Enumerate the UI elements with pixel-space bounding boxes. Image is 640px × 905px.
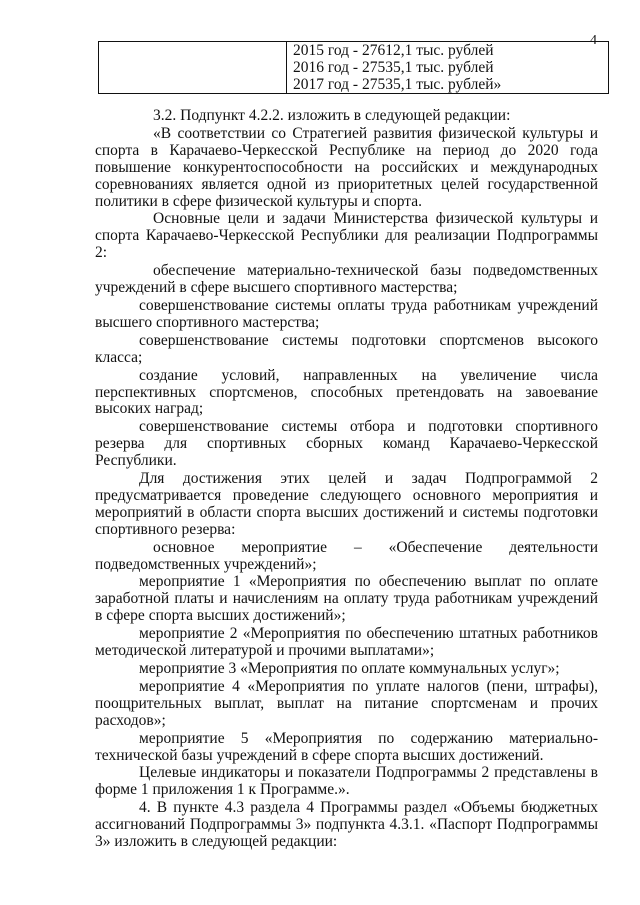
amounts-cell (287, 42, 609, 94)
paragraph-section-3-2: 3.2. Подпункт 4.2.2. изложить в следующей редакции: (153, 107, 511, 124)
document-body (95, 108, 598, 852)
table-row (99, 42, 609, 94)
amount-2017: 2017 год - 27535,1 тыс. рублей» (293, 76, 502, 93)
paragraph-section-4: 4. В пункте 4.3 раздела 4 Программы раздел «Объемы бюджетных ассигнований Подпрограммы 3» подпункта 4.3.1. «Паспорт Подпрограммы 3» изложить в следующей редакции: (95, 799, 598, 851)
budget-table (98, 41, 609, 94)
paragraph-strategy: «В соответствии со Стратегией развития физической культуры и спорта в Карачаево-Черкесской Республике на период до 2020 года повышение конкурентоспособности на российских и международных соревнованиях является одной из приоритетных целей государственной политики в сфере физической культуры и спорта. (95, 124, 598, 210)
list-item-main-measure: основное мероприятие – «Обеспечение деятельности подведомственных учреждений»; (95, 538, 598, 573)
list-item-goal-3: совершенствование системы подготовки спортсменов высокого класса; (95, 331, 598, 366)
page-number: 4 (590, 33, 597, 48)
list-item-measure-4: мероприятие 4 «Мероприятия по уплате налогов (пени, штрафы), поощрительных выплат, выплат на питание спортсменам и прочих расходов»; (95, 677, 598, 729)
list-item-measure-2: мероприятие 2 «Мероприятия по обеспечению штатных работников методической литературой и прочими выплатами»; (95, 625, 598, 660)
list-item-goal-5: совершенствование системы отбора и подготовки спортивного резерва для спортивных сборных команд Карачаево-Черкесской Республики. (95, 418, 598, 470)
list-item-measure-5: мероприятие 5 «Мероприятия по содержанию материально-технической базы учреждений в сфере спорта высших достижений. (95, 729, 598, 764)
list-item-goal-4: создание условий, направленных на увеличение числа перспективных спортсменов, способных претендовать на завоевание высоких наград; (95, 366, 598, 418)
paragraph-goals: Основные цели и задачи Министерства физической культуры и спорта Карачаево-Черкесской Республики для реализации Подпрограммы 2: (95, 210, 598, 262)
paragraph-measures-intro: Для достижения этих целей и задач Подпрограммой 2 предусматривается проведение следующего основного мероприятия и мероприятий в области спорта высших достижений и системы подготовки спортивного резерва: (95, 470, 598, 538)
list-item-measure-3: мероприятие 3 «Мероприятия по оплате коммунальных услуг»; (139, 660, 560, 677)
list-item-measure-1: мероприятие 1 «Мероприятия по обеспечению выплат по оплате заработной платы и начислениям на оплату труда работникам учреждений в сфере спорта высших достижений»; (95, 573, 598, 625)
list-item-goal-1: обеспечение материально-технической базы подведомственных учреждений в сфере высшего спортивного мастерства; (95, 262, 598, 297)
list-item-goal-2: совершенствование системы оплаты труда работникам учреждений высшего спортивного мастерства; (95, 296, 598, 331)
amount-2015: 2015 год - 27612,1 тыс. рублей (293, 42, 494, 59)
empty-cell (99, 42, 287, 94)
paragraph-indicators: Целевые индикаторы и показатели Подпрограммы 2 представлены в форме 1 приложения 1 к Программе.». (95, 764, 598, 799)
amount-2016: 2016 год - 27535,1 тыс. рублей (293, 59, 494, 76)
